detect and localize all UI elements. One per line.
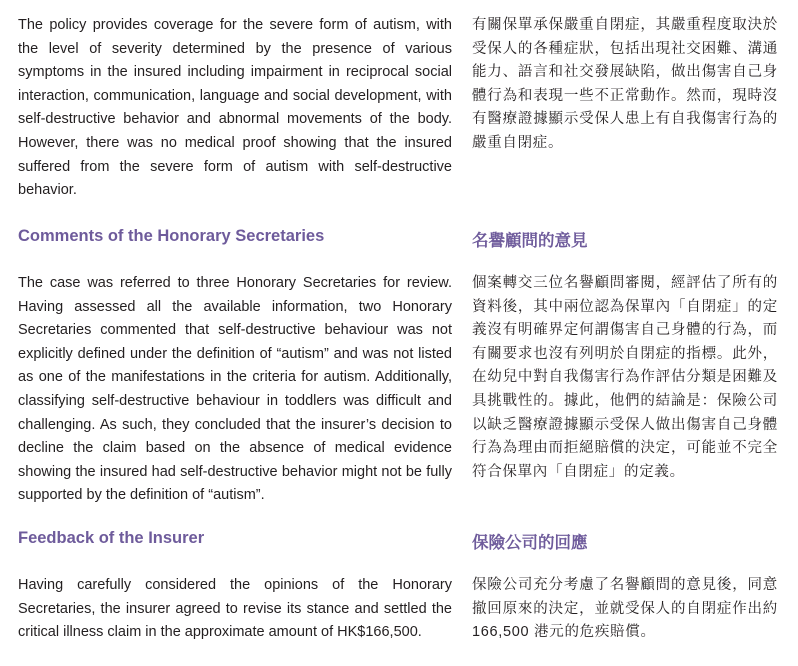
english-comments-paragraph: The case was referred to three Honorary Secretaries for review. Having assessed all the available information, two Honorary Secretaries commented that self-destructive behaviour was not explicitly defined under the definition of “autism” and was not listed as one of the manifestations in the criteria for autism. Additionally, classifying self-destructive behaviour in toddlers was difficult and challenging. As such, they concluded that the insurer’s decision to decline the claim based on the absence of medical evidence showing the insured had self-destructive behavior might not be fully supported by the definition of “autism”. (18, 275, 452, 504)
english-comments-heading: Comments of the Honorary Secretaries (18, 227, 325, 245)
chinese-intro-paragraph: 有關保單承保嚴重自閉症，其嚴重程度取決於受保人的各種症狀，包括出現社交困難、溝通能力、語言和社交發展缺陷，做出傷害自己身體行為和表現一些不正常動作。然而，現時沒有醫療證據顯示受保人患上有自我傷害行為的嚴重自閉症。 (472, 17, 778, 151)
chinese-feedback-paragraph: 保險公司充分考慮了名譽顧問的意見後，同意撤回原來的決定，並就受保人的自閉症作出約 166,500 港元的危疾賠償。 (472, 577, 778, 641)
chinese-comments-heading: 名譽顧問的意見 (472, 232, 588, 250)
english-intro-paragraph: The policy provides coverage for the severe form of autism, with the level of severity determined by the presence of various symptoms in the insured including impairment in reciprocal social interaction, communication, language and social development, with self-destructive behavior and abnormal movements of the body. However, there was no medical proof showing that the insured suffered from the severe form of autism with self-destructive behavior. (18, 17, 452, 199)
english-feedback-heading: Feedback of the Insurer (18, 529, 205, 547)
chinese-column (472, 14, 778, 641)
chinese-comments-paragraph: 個案轉交三位名譽顧問審閱，經評估了所有的資料後，其中兩位認為保單內「自閉症」的定義沒有明確界定何謂傷害自己身體的行為，而有關要求也沒有列明於自閉症的指標。此外，在幼兒中對自我傷害行為作評估分類是困難及具挑戰性的。據此，他們的結論是：保險公司以缺乏醫療證據顯示受保人做出傷害自己身體行為為理由而拒絕賠償的決定，可能並不完全符合保單內「自閉症」的定義。 (472, 275, 778, 480)
english-column (18, 14, 452, 641)
chinese-feedback-heading: 保險公司的回應 (472, 534, 588, 552)
english-feedback-paragraph: Having carefully considered the opinions of the Honorary Secretaries, the insurer agreed to revise its stance and settled the critical illness claim in the approximate amount of HK$166,500. (18, 577, 452, 641)
